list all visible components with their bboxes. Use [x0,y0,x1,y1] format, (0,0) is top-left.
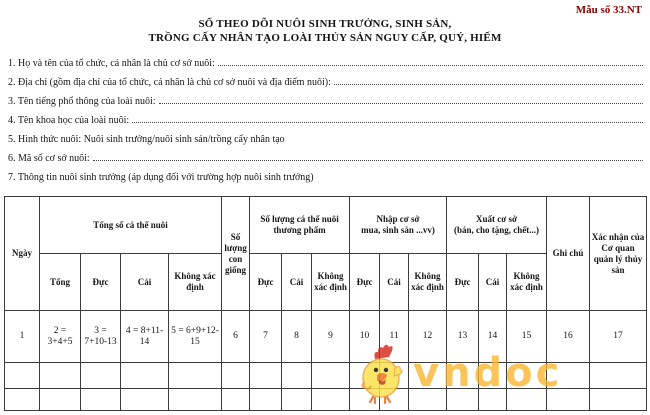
dotted-fill-line [159,103,643,104]
col-number: 2 = 3+4+5 [40,311,81,363]
empty-cell [40,389,81,411]
col-number: 4 = 8+11-14 [121,311,169,363]
empty-cell [312,389,350,411]
field-address [8,69,644,88]
field-label: 5. Hình thức nuôi: Nuôi sinh trưởng/nuôi sinh sản/trồng cấy nhân tạo [8,134,285,145]
subheader-female: Cái [282,254,312,311]
col-header-date: Ngày [5,197,40,311]
col-header-notes: Ghi chú [547,197,590,311]
empty-cell [169,389,222,411]
column-number-row [5,311,647,363]
field-label: 2. Địa chỉ (gồm địa chỉ của tổ chức, cá nhân là chủ cơ sở nuôi và địa điểm nuôi): [8,77,331,88]
empty-cell [380,363,409,389]
field-scientific-name [8,107,644,126]
field-label: 6. Mã số cơ sở nuôi: [8,153,90,164]
form-fields [8,50,644,183]
field-facility-code [8,145,644,164]
subheader-undetermined: Không xác định [312,254,350,311]
col-number: 14 [479,311,507,363]
empty-cell [350,389,380,411]
empty-cell [312,363,350,389]
col-number: 11 [380,311,409,363]
empty-cell [447,389,479,411]
field-owner-name [8,50,644,69]
col-number: 9 [312,311,350,363]
subheader-female: Cái [479,254,507,311]
empty-cell [250,363,282,389]
dotted-fill-line [218,65,643,66]
empty-cell [282,363,312,389]
field-label: 3. Tên tiếng phổ thông của loài nuôi: [8,96,156,107]
empty-cell [479,363,507,389]
subheader-male: Đực [250,254,282,311]
empty-cell [380,389,409,411]
table-row [5,389,647,411]
empty-cell [479,389,507,411]
empty-cell [547,389,590,411]
empty-cell [169,363,222,389]
document-title-line2: TRỒNG CẤY NHÂN TẠO LOÀI THỦY SẢN NGUY CẤP, QUÝ, HIẾM [148,32,502,44]
group-header-total-individuals: Tổng số cá thể nuôi [40,197,222,254]
intake-line2: mua, sinh sản ...vv) [361,225,435,235]
empty-cell [409,389,447,411]
subheader-total: Tổng [40,254,81,311]
empty-cell [409,363,447,389]
col-header-seed-count: Số lượng con giống [222,197,250,311]
col-number: 15 [507,311,547,363]
subheader-undetermined: Không xác định [507,254,547,311]
outflow-line1: Xuất cơ sở [476,214,518,224]
col-number: 10 [350,311,380,363]
vndoc-logo-text: vndoc [413,350,563,396]
field-growth-info [8,164,644,183]
empty-cell [121,389,169,411]
group-header-outflow [447,197,547,254]
empty-cell [5,389,40,411]
field-farming-type [8,126,644,145]
field-label: 7. Thông tin nuôi sinh trưởng (áp dụng đối với trường hợp nuôi sinh trưởng) [8,172,314,183]
subheader-male: Đực [81,254,121,311]
group-header-intake [350,197,447,254]
group-header-commercial: Số lượng cá thể nuôi thương phẩm [250,197,350,254]
empty-cell [590,363,647,389]
field-label: 4. Tên khoa học của loài nuôi: [8,115,130,126]
field-label: 1. Họ và tên của tổ chức, cá nhân là chủ cơ sở nuôi: [8,58,215,69]
document-title [0,17,650,45]
col-number: 12 [409,311,447,363]
empty-cell [590,389,647,411]
empty-cell [547,363,590,389]
empty-cell [350,363,380,389]
empty-cell [222,389,250,411]
dotted-fill-line [132,122,643,123]
empty-cell [121,363,169,389]
field-common-name [8,88,644,107]
subheader-female: Cái [121,254,169,311]
empty-cell [81,363,121,389]
empty-cell [447,363,479,389]
col-number: 5 = 6+9+12-15 [169,311,222,363]
col-number: 7 [250,311,282,363]
form-number: Mẫu số 33.NT [575,4,642,16]
col-number: 1 [5,311,40,363]
subheader-male: Đực [350,254,380,311]
empty-cell [40,363,81,389]
col-number: 8 [282,311,312,363]
col-number: 3 = 7+10-13 [81,311,121,363]
subheader-male: Đực [447,254,479,311]
dotted-fill-line [334,84,643,85]
intake-line1: Nhập cơ sở [376,214,420,224]
col-header-authority-confirmation: Xác nhận của Cơ quan quản lý thủy sản [590,197,647,311]
empty-cell [282,389,312,411]
subheader-undetermined: Không xác định [169,254,222,311]
dotted-fill-line [93,160,643,161]
empty-cell [5,363,40,389]
empty-cell [222,363,250,389]
col-number: 16 [547,311,590,363]
col-number: 13 [447,311,479,363]
col-number: 6 [222,311,250,363]
subheader-female: Cái [380,254,409,311]
empty-cell [250,389,282,411]
empty-cell [81,389,121,411]
subheader-undetermined: Không xác định [409,254,447,311]
empty-cell [507,363,547,389]
outflow-line2: (bán, cho tặng, chết...) [454,225,540,235]
empty-cell [507,389,547,411]
col-number: 17 [590,311,647,363]
table-row [5,363,647,389]
growth-tracking-table [4,196,647,411]
document-title-line1: SỔ THEO DÕI NUÔI SINH TRƯỞNG, SINH SẢN, [198,18,452,30]
